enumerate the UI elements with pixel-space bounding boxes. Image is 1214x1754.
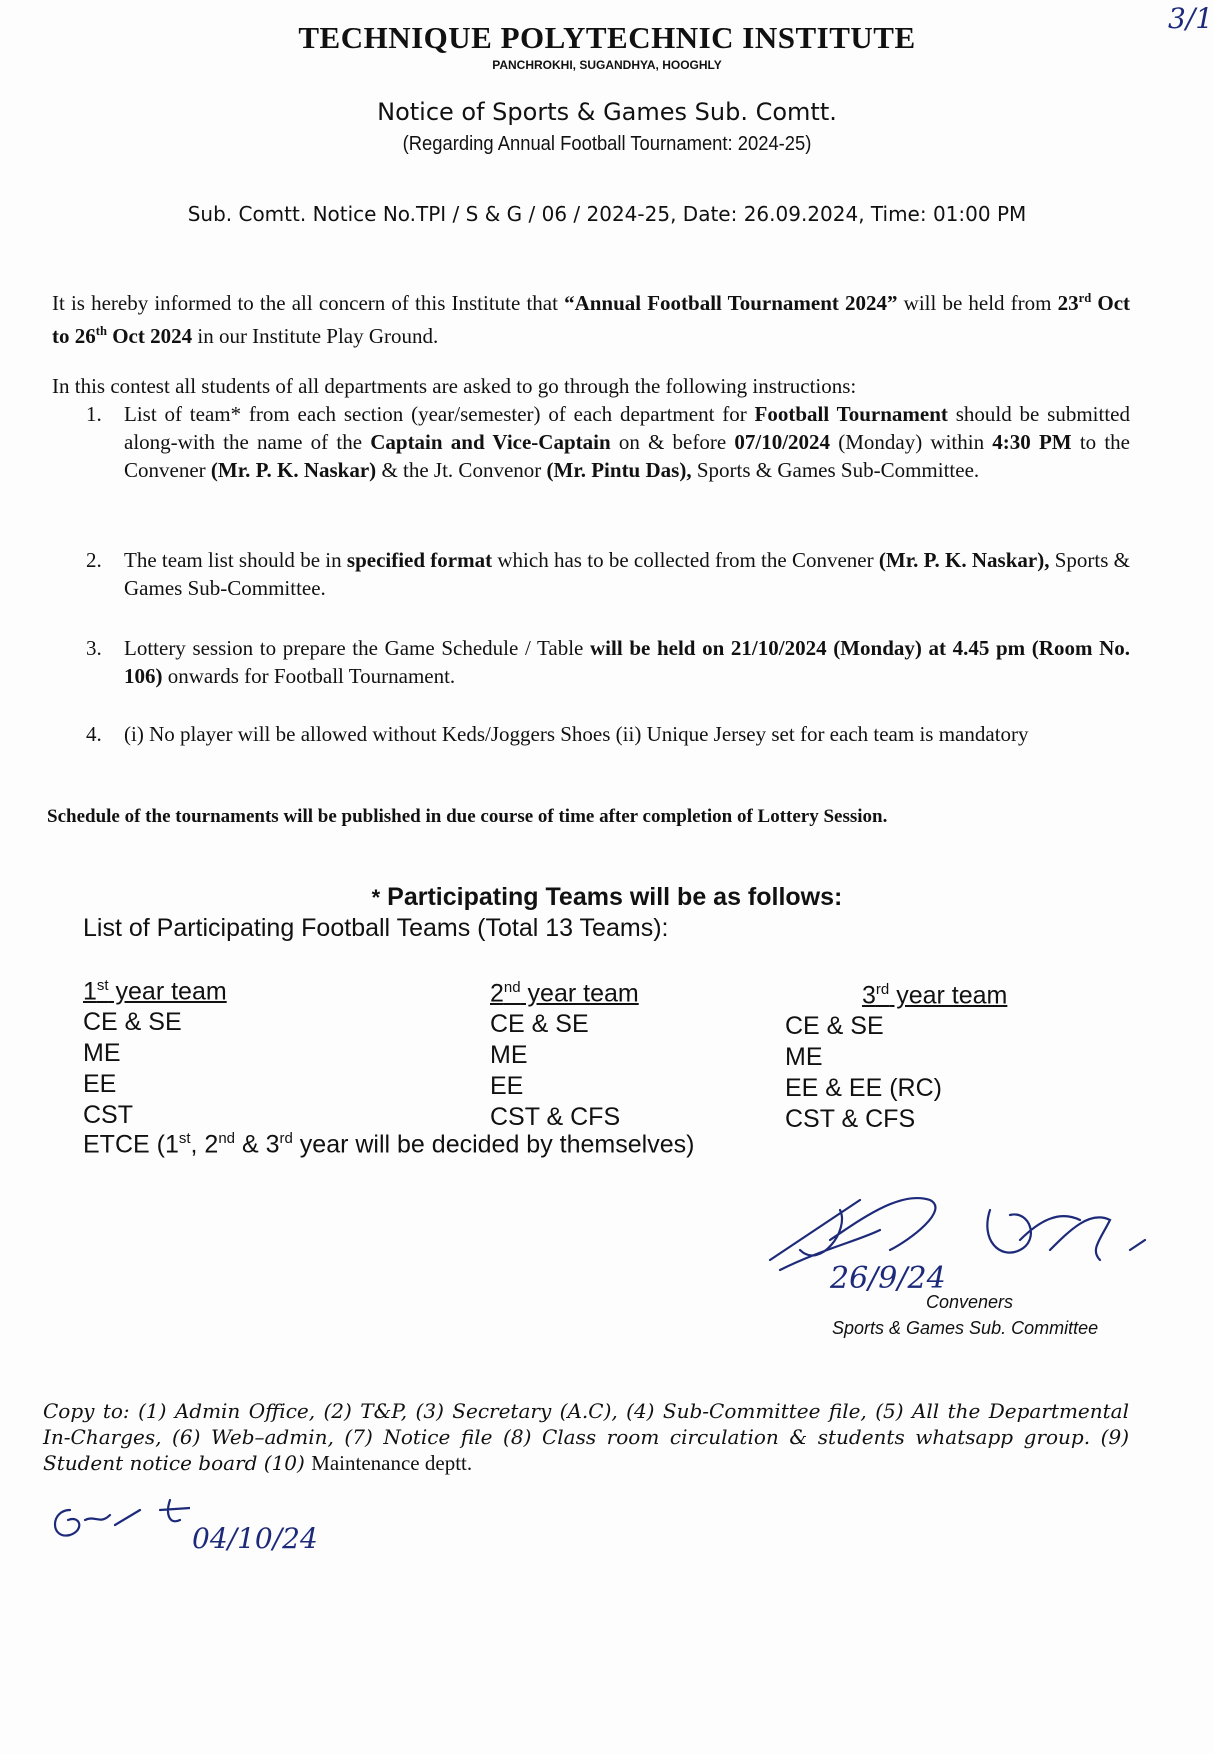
first-year-teams — [83, 970, 227, 1131]
column-heading: 1st year team — [83, 977, 227, 1006]
column-heading: 2nd year team — [490, 979, 639, 1008]
team-entry: CE & SE — [490, 1010, 589, 1039]
team-entry: EE — [83, 1070, 117, 1099]
schedule-note: Schedule of the tournaments will be published in due course of time after completion of Lottery Session. — [47, 806, 888, 827]
team-entry: CE & SE — [83, 1008, 182, 1037]
handwritten-date: 04/10/24 — [192, 1522, 318, 1555]
column-heading: 3rd year team — [862, 981, 1008, 1010]
team-entry: EE — [490, 1072, 524, 1101]
instruction-item: 2. The team list should be in specified format which has to be collected from the Convener (Mr. P. K. Naskar), Sports & Games Sub-Committee. — [86, 548, 1131, 600]
team-entry: CE & SE — [785, 1012, 884, 1041]
team-entry: CST — [83, 1101, 133, 1130]
instruction-item: 4. (i) No player will be allowed without Keds/Joggers Shoes (ii) Unique Jersey set for each team is mandatory — [86, 722, 1029, 746]
second-year-teams — [490, 972, 639, 1133]
handwritten-initials — [40, 1490, 190, 1560]
instructions-lead: In this contest all students of all departments are asked to go through the following instructions: — [52, 374, 857, 398]
etce-note: ETCE (1st, 2nd & 3rd year will be decided by themselves) — [83, 1130, 695, 1159]
convener-signatures — [760, 1180, 1180, 1340]
intro-paragraph: It is hereby informed to the all concern of this Institute that “Annual Football Tournament 2024” will be held from 23rd Oct to 26th Oct 2024 in our Institute Play Ground. — [52, 291, 1131, 348]
team-entry: ME — [785, 1043, 823, 1072]
signature-role: Conveners — [926, 1292, 1014, 1312]
team-entry: CST & CFS — [785, 1105, 916, 1134]
page-number-mark: 3/1 — [1168, 2, 1214, 35]
team-entry: EE & EE (RC) — [785, 1074, 942, 1103]
notice-subtitle: (Regarding Annual Football Tournament: 2024-25) — [402, 133, 812, 155]
notice-title: Notice of Sports & Games Sub. Comtt. — [377, 98, 837, 126]
third-year-teams — [785, 974, 1007, 1135]
copy-to-list: Copy to: (1) Admin Office, (2) T&P, (3) Secretary (A.C), (4) Sub-Committee file, (5) All the Departmental In-Charges, (6) Web–admin, (7) Notice file (8) Class room circulation & students whatsapp group. (9) Student notice board (10) Maintenance deptt. — [43, 1399, 1129, 1475]
teams-list-title: List of Participating Football Teams (Total 13 Teams): — [83, 914, 669, 942]
signature-committee: Sports & Games Sub. Committee — [832, 1318, 1099, 1338]
team-entry: CST & CFS — [490, 1103, 621, 1132]
signature-date: 26/9/24 — [830, 1261, 946, 1296]
team-entry: ME — [83, 1039, 121, 1068]
institute-address: PANCHROKHI, SUGANDHYA, HOOGHLY — [492, 58, 722, 72]
notice-reference: Sub. Comtt. Notice No.TPI / S & G / 06 / 2024-25, Date: 26.09.2024, Time: 01:00 PM — [187, 202, 1027, 226]
teams-heading: * Participating Teams will be as follows: — [371, 883, 843, 911]
instruction-item: 3. Lottery session to prepare the Game Schedule / Table will be held on 21/10/2024 (Monday) at 4.45 pm (Room No. 106) onwards for Football Tournament. — [86, 636, 1130, 688]
instruction-item: 1. List of team* from each section (year/semester) of each department for Football Tournament should be submitted along-with the name of the Captain and Vice-Captain on & before 07/10/2024 (Monday) within 4:30 PM to the Convener (Mr. P. K. Naskar) & the Jt. Convenor (Mr. Pintu Das), Sports & Games Sub-Committee. — [86, 402, 1130, 482]
team-entry: ME — [490, 1041, 528, 1070]
institute-name: TECHNIQUE POLYTECHNIC INSTITUTE — [298, 20, 916, 55]
